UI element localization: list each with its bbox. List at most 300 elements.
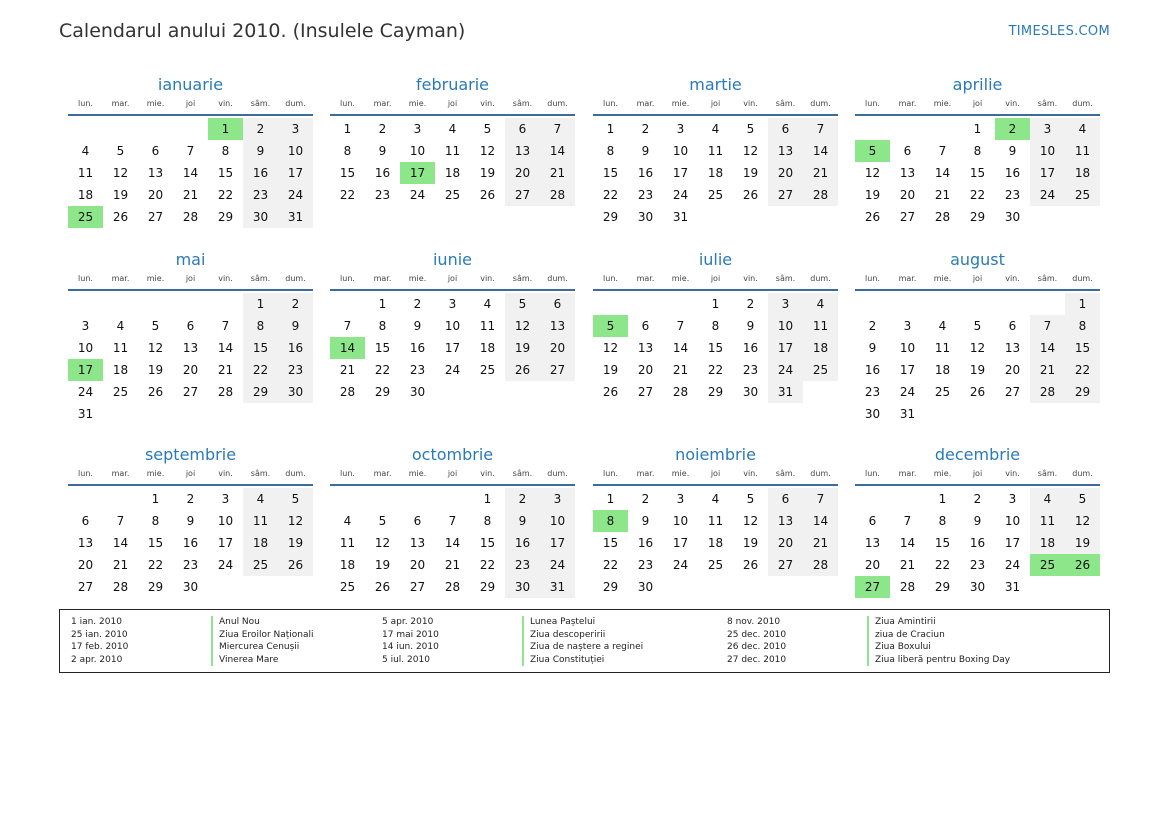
day-cell: 27 xyxy=(77,580,94,594)
day-cell: 12 xyxy=(864,166,881,180)
weekday-label: mie. xyxy=(146,274,165,283)
day-grid xyxy=(68,488,313,598)
day-cell: 15 xyxy=(1065,337,1100,359)
holiday-day-cell: 8 xyxy=(593,510,628,532)
day-cell: 10 xyxy=(899,341,916,355)
day-cell: 18 xyxy=(1030,532,1065,554)
holiday-name: Ziua Eroilor Naționali xyxy=(211,629,314,642)
day-cell: 5 xyxy=(378,514,387,528)
day-cell: 22 xyxy=(243,359,278,381)
day-cell: 19 xyxy=(742,166,759,180)
day-cell: 26 xyxy=(278,554,313,576)
weekday-label: lun. xyxy=(865,469,880,478)
weekday-label: lun. xyxy=(78,469,93,478)
weekday-label: vin. xyxy=(1005,274,1020,283)
day-cell: 3 xyxy=(413,122,422,136)
day-cell: 31 xyxy=(278,206,313,228)
day-cell: 15 xyxy=(339,166,356,180)
weekday-header xyxy=(68,272,313,291)
day-cell: 13 xyxy=(505,140,540,162)
weekday-label: dum. xyxy=(547,469,568,478)
day-cell: 2 xyxy=(505,488,540,510)
day-cell: 4 xyxy=(711,122,720,136)
day-cell: 26 xyxy=(505,359,540,381)
empty-cell xyxy=(890,488,925,510)
day-cell: 2 xyxy=(746,297,755,311)
day-grid xyxy=(593,118,838,228)
weekday-label: vin. xyxy=(743,469,758,478)
weekday-label: mar. xyxy=(111,99,130,108)
day-cell: 18 xyxy=(112,363,129,377)
day-cell: 21 xyxy=(934,188,951,202)
day-cell: 11 xyxy=(243,510,278,532)
day-cell: 16 xyxy=(374,166,391,180)
day-cell: 23 xyxy=(864,385,881,399)
day-cell: 24 xyxy=(444,363,461,377)
day-cell: 26 xyxy=(742,188,759,202)
day-cell: 12 xyxy=(479,144,496,158)
day-cell: 28 xyxy=(803,554,838,576)
day-cell: 6 xyxy=(505,118,540,140)
day-cell: 13 xyxy=(1004,341,1021,355)
day-cell: 23 xyxy=(637,188,654,202)
weekday-header xyxy=(330,97,575,116)
empty-cell xyxy=(1030,293,1065,315)
day-cell: 22 xyxy=(147,558,164,572)
weekday-label: dum. xyxy=(810,99,831,108)
day-cell: 12 xyxy=(147,341,164,355)
day-cell: 31 xyxy=(899,407,916,421)
day-cell: 12 xyxy=(112,166,129,180)
day-cell: 30 xyxy=(278,381,313,403)
day-cell: 14 xyxy=(540,140,575,162)
holiday-date: 8 nov. 2010 xyxy=(727,617,781,627)
day-cell: 13 xyxy=(182,341,199,355)
day-cell: 22 xyxy=(1065,359,1100,381)
day-cell: 19 xyxy=(969,363,986,377)
holiday-column xyxy=(727,616,1010,666)
holiday-date: 2 apr. 2010 xyxy=(71,654,123,665)
day-cell: 31 xyxy=(672,210,689,224)
weekday-label: joi xyxy=(710,274,721,283)
day-cell: 27 xyxy=(147,210,164,224)
day-cell: 9 xyxy=(278,315,313,337)
weekday-label: lun. xyxy=(603,99,618,108)
day-cell: 5 xyxy=(746,122,755,136)
day-cell: 8 xyxy=(1065,315,1100,337)
day-cell: 15 xyxy=(147,536,164,550)
weekday-label: vin. xyxy=(480,274,495,283)
weekday-header xyxy=(330,272,575,291)
day-cell: 22 xyxy=(969,188,986,202)
day-cell: 19 xyxy=(742,536,759,550)
day-cell: 24 xyxy=(217,558,234,572)
weekday-label: joi xyxy=(972,274,983,283)
day-cell: 14 xyxy=(672,341,689,355)
day-cell: 23 xyxy=(278,359,313,381)
day-cell: 20 xyxy=(540,337,575,359)
day-cell: 20 xyxy=(768,162,803,184)
day-cell: 22 xyxy=(374,363,391,377)
empty-cell xyxy=(663,293,698,315)
day-grid xyxy=(593,293,838,403)
day-cell: 8 xyxy=(938,514,947,528)
day-cell: 1 xyxy=(711,297,720,311)
day-cell: 29 xyxy=(1065,381,1100,403)
day-cell: 29 xyxy=(934,580,951,594)
holiday-day-cell: 17 xyxy=(400,162,435,184)
day-cell: 30 xyxy=(637,580,654,594)
weekday-label: dum. xyxy=(285,99,306,108)
weekday-label: mie. xyxy=(933,469,952,478)
day-cell: 8 xyxy=(343,144,352,158)
day-cell: 21 xyxy=(444,558,461,572)
day-cell: 20 xyxy=(1004,363,1021,377)
day-cell: 6 xyxy=(1008,319,1017,333)
weekday-label: mar. xyxy=(373,99,392,108)
weekday-label: joi xyxy=(447,274,458,283)
day-cell: 9 xyxy=(1008,144,1017,158)
weekday-label: mar. xyxy=(898,274,917,283)
day-cell: 19 xyxy=(374,558,391,572)
month-name: septembrie xyxy=(144,445,237,464)
day-cell: 8 xyxy=(711,319,720,333)
day-cell: 22 xyxy=(339,188,356,202)
weekday-label: vin. xyxy=(1005,469,1020,478)
weekday-label: dum. xyxy=(1072,99,1093,108)
day-cell: 31 xyxy=(768,381,803,403)
day-cell: 19 xyxy=(479,166,496,180)
day-cell: 21 xyxy=(1030,359,1065,381)
weekday-label: dum. xyxy=(810,274,831,283)
day-cell: 21 xyxy=(803,532,838,554)
day-cell: 7 xyxy=(540,118,575,140)
day-cell: 29 xyxy=(374,385,391,399)
day-cell: 24 xyxy=(540,554,575,576)
day-cell: 12 xyxy=(278,510,313,532)
day-cell: 23 xyxy=(637,558,654,572)
day-cell: 5 xyxy=(1065,488,1100,510)
day-cell: 8 xyxy=(221,144,230,158)
day-cell: 7 xyxy=(186,144,195,158)
day-grid xyxy=(68,293,313,425)
day-cell: 12 xyxy=(505,315,540,337)
empty-cell xyxy=(103,118,138,140)
day-cell: 19 xyxy=(505,337,540,359)
day-cell: 10 xyxy=(672,514,689,528)
day-cell: 16 xyxy=(864,363,881,377)
holiday-name: Ziua liberă pentru Boxing Day xyxy=(867,654,1010,667)
day-cell: 18 xyxy=(803,337,838,359)
day-cell: 23 xyxy=(1004,188,1021,202)
day-cell: 4 xyxy=(483,297,492,311)
day-cell: 3 xyxy=(676,492,685,506)
weekday-label: sâm. xyxy=(1037,274,1058,283)
day-grid xyxy=(855,118,1100,228)
day-cell: 14 xyxy=(182,166,199,180)
empty-cell xyxy=(68,118,103,140)
empty-cell xyxy=(173,293,208,315)
day-cell: 10 xyxy=(1004,514,1021,528)
day-cell: 8 xyxy=(973,144,982,158)
empty-cell xyxy=(330,293,365,315)
day-cell: 20 xyxy=(637,363,654,377)
day-cell: 30 xyxy=(409,385,426,399)
day-cell: 20 xyxy=(147,188,164,202)
day-cell: 18 xyxy=(479,341,496,355)
day-cell: 2 xyxy=(973,492,982,506)
weekday-label: lun. xyxy=(78,274,93,283)
day-cell: 10 xyxy=(409,144,426,158)
day-cell: 28 xyxy=(1030,381,1065,403)
day-cell: 22 xyxy=(479,558,496,572)
day-cell: 12 xyxy=(969,341,986,355)
weekday-label: lun. xyxy=(78,99,93,108)
holiday-row xyxy=(71,654,314,667)
weekday-label: joi xyxy=(447,99,458,108)
day-cell: 27 xyxy=(540,359,575,381)
day-cell: 30 xyxy=(969,580,986,594)
day-cell: 24 xyxy=(768,359,803,381)
weekday-label: mie. xyxy=(146,469,165,478)
day-cell: 1 xyxy=(378,297,387,311)
day-cell: 16 xyxy=(1004,166,1021,180)
empty-cell xyxy=(960,293,995,315)
day-cell: 24 xyxy=(899,385,916,399)
day-cell: 9 xyxy=(186,514,195,528)
month-name: decembrie xyxy=(934,445,1021,464)
day-cell: 28 xyxy=(339,385,356,399)
day-cell: 11 xyxy=(1030,510,1065,532)
day-cell: 25 xyxy=(243,554,278,576)
holiday-column xyxy=(71,616,314,666)
day-cell: 24 xyxy=(672,558,689,572)
weekday-label: mar. xyxy=(898,99,917,108)
holiday-name: Vinerea Mare xyxy=(211,654,278,667)
weekday-label: mie. xyxy=(408,274,427,283)
day-cell: 24 xyxy=(278,184,313,206)
day-cell: 7 xyxy=(343,319,352,333)
day-cell: 28 xyxy=(217,385,234,399)
day-cell: 15 xyxy=(602,166,619,180)
day-cell: 15 xyxy=(217,166,234,180)
holiday-name: Anul Nou xyxy=(211,616,260,629)
holiday-day-cell: 25 xyxy=(1030,554,1065,576)
day-cell: 8 xyxy=(151,514,160,528)
day-grid xyxy=(593,488,838,598)
holiday-row xyxy=(71,629,314,642)
day-cell: 10 xyxy=(217,514,234,528)
weekday-label: vin. xyxy=(480,99,495,108)
day-cell: 16 xyxy=(409,341,426,355)
weekday-label: sâm. xyxy=(250,274,271,283)
day-cell: 20 xyxy=(77,558,94,572)
day-cell: 4 xyxy=(1065,118,1100,140)
day-cell: 30 xyxy=(243,206,278,228)
day-cell: 3 xyxy=(278,118,313,140)
holiday-name: Ziua Boxului xyxy=(867,641,931,654)
day-cell: 6 xyxy=(540,293,575,315)
holiday-row xyxy=(71,616,314,629)
day-cell: 19 xyxy=(602,363,619,377)
day-cell: 21 xyxy=(803,162,838,184)
day-cell: 7 xyxy=(116,514,125,528)
day-cell: 3 xyxy=(903,319,912,333)
day-cell: 11 xyxy=(707,144,724,158)
day-cell: 17 xyxy=(1004,536,1021,550)
day-cell: 16 xyxy=(637,536,654,550)
day-cell: 8 xyxy=(243,315,278,337)
day-cell: 13 xyxy=(147,166,164,180)
day-cell: 17 xyxy=(672,166,689,180)
weekday-label: sâm. xyxy=(775,99,796,108)
empty-cell xyxy=(208,293,243,315)
month-martie xyxy=(593,74,838,228)
holiday-row xyxy=(71,641,314,654)
day-grid xyxy=(330,293,575,403)
weekday-label: mar. xyxy=(636,274,655,283)
day-cell: 14 xyxy=(1030,337,1065,359)
empty-cell xyxy=(925,118,960,140)
month-name: octombrie xyxy=(411,445,494,464)
page-title: Calendarul anului 2010. (Insulele Cayman) xyxy=(59,20,466,42)
day-cell: 9 xyxy=(641,514,650,528)
holiday-date: 25 dec. 2010 xyxy=(727,629,787,640)
day-cell: 16 xyxy=(637,166,654,180)
weekday-header xyxy=(855,97,1100,116)
day-cell: 25 xyxy=(707,188,724,202)
month-ianuarie xyxy=(68,74,313,228)
day-cell: 2 xyxy=(243,118,278,140)
day-cell: 15 xyxy=(707,341,724,355)
day-cell: 8 xyxy=(483,514,492,528)
day-cell: 14 xyxy=(112,536,129,550)
weekday-label: lun. xyxy=(340,274,355,283)
day-cell: 24 xyxy=(1030,184,1065,206)
day-cell: 11 xyxy=(1065,140,1100,162)
day-cell: 30 xyxy=(637,210,654,224)
weekday-label: joi xyxy=(447,469,458,478)
day-cell: 16 xyxy=(742,341,759,355)
weekday-label: sâm. xyxy=(1037,469,1058,478)
day-cell: 3 xyxy=(540,488,575,510)
day-cell: 2 xyxy=(641,492,650,506)
weekday-label: lun. xyxy=(865,274,880,283)
day-cell: 15 xyxy=(934,536,951,550)
day-cell: 26 xyxy=(147,385,164,399)
day-cell: 29 xyxy=(147,580,164,594)
holiday-day-cell: 5 xyxy=(593,315,628,337)
day-cell: 1 xyxy=(938,492,947,506)
weekday-label: mie. xyxy=(671,469,690,478)
holiday-row xyxy=(727,629,1010,642)
day-cell: 15 xyxy=(969,166,986,180)
day-cell: 14 xyxy=(217,341,234,355)
day-cell: 26 xyxy=(864,210,881,224)
day-cell: 14 xyxy=(934,166,951,180)
weekday-header xyxy=(68,467,313,486)
day-cell: 15 xyxy=(479,536,496,550)
day-cell: 17 xyxy=(768,337,803,359)
day-cell: 21 xyxy=(217,363,234,377)
weekday-label: joi xyxy=(185,99,196,108)
day-cell: 23 xyxy=(243,184,278,206)
day-cell: 13 xyxy=(864,536,881,550)
day-cell: 24 xyxy=(672,188,689,202)
weekday-label: vin. xyxy=(218,99,233,108)
day-cell: 30 xyxy=(505,576,540,598)
day-cell: 5 xyxy=(278,488,313,510)
day-cell: 27 xyxy=(637,385,654,399)
day-cell: 13 xyxy=(77,536,94,550)
month-aprilie xyxy=(855,74,1100,228)
weekday-header xyxy=(330,467,575,486)
day-cell: 20 xyxy=(182,363,199,377)
day-cell: 10 xyxy=(1030,140,1065,162)
day-cell: 3 xyxy=(676,122,685,136)
day-cell: 7 xyxy=(1030,315,1065,337)
weekday-label: vin. xyxy=(218,274,233,283)
holiday-date: 17 mai 2010 xyxy=(382,629,439,640)
day-cell: 7 xyxy=(448,514,457,528)
day-cell: 20 xyxy=(768,532,803,554)
weekday-label: mie. xyxy=(671,99,690,108)
weekday-label: sâm. xyxy=(775,469,796,478)
day-cell: 6 xyxy=(868,514,877,528)
day-cell: 16 xyxy=(505,532,540,554)
day-cell: 6 xyxy=(186,319,195,333)
day-cell: 4 xyxy=(803,293,838,315)
day-cell: 8 xyxy=(606,144,615,158)
day-cell: 14 xyxy=(899,536,916,550)
site-link[interactable]: TIMESLES.COM xyxy=(1008,24,1110,39)
day-cell: 22 xyxy=(707,363,724,377)
day-cell: 23 xyxy=(742,363,759,377)
empty-cell xyxy=(593,293,628,315)
day-cell: 10 xyxy=(540,510,575,532)
day-cell: 2 xyxy=(186,492,195,506)
day-cell: 5 xyxy=(151,319,160,333)
month-name: aprilie xyxy=(952,75,1003,94)
day-cell: 6 xyxy=(151,144,160,158)
empty-cell xyxy=(435,488,470,510)
day-cell: 2 xyxy=(868,319,877,333)
weekday-header xyxy=(68,97,313,116)
day-grid xyxy=(855,488,1100,598)
weekday-label: mar. xyxy=(373,274,392,283)
day-cell: 20 xyxy=(899,188,916,202)
day-cell: 26 xyxy=(742,558,759,572)
empty-cell xyxy=(103,488,138,510)
day-cell: 23 xyxy=(409,363,426,377)
day-cell: 25 xyxy=(479,363,496,377)
day-cell: 23 xyxy=(182,558,199,572)
holiday-day-cell: 1 xyxy=(208,118,243,140)
weekday-label: joi xyxy=(185,274,196,283)
weekday-header xyxy=(855,467,1100,486)
day-cell: 4 xyxy=(81,144,90,158)
day-cell: 22 xyxy=(934,558,951,572)
day-cell: 28 xyxy=(803,184,838,206)
day-cell: 25 xyxy=(339,580,356,594)
weekday-label: joi xyxy=(710,469,721,478)
day-cell: 14 xyxy=(803,510,838,532)
day-cell: 7 xyxy=(803,488,838,510)
day-cell: 21 xyxy=(672,363,689,377)
day-cell: 11 xyxy=(444,144,461,158)
month-iunie xyxy=(330,249,575,403)
weekday-header xyxy=(593,97,838,116)
